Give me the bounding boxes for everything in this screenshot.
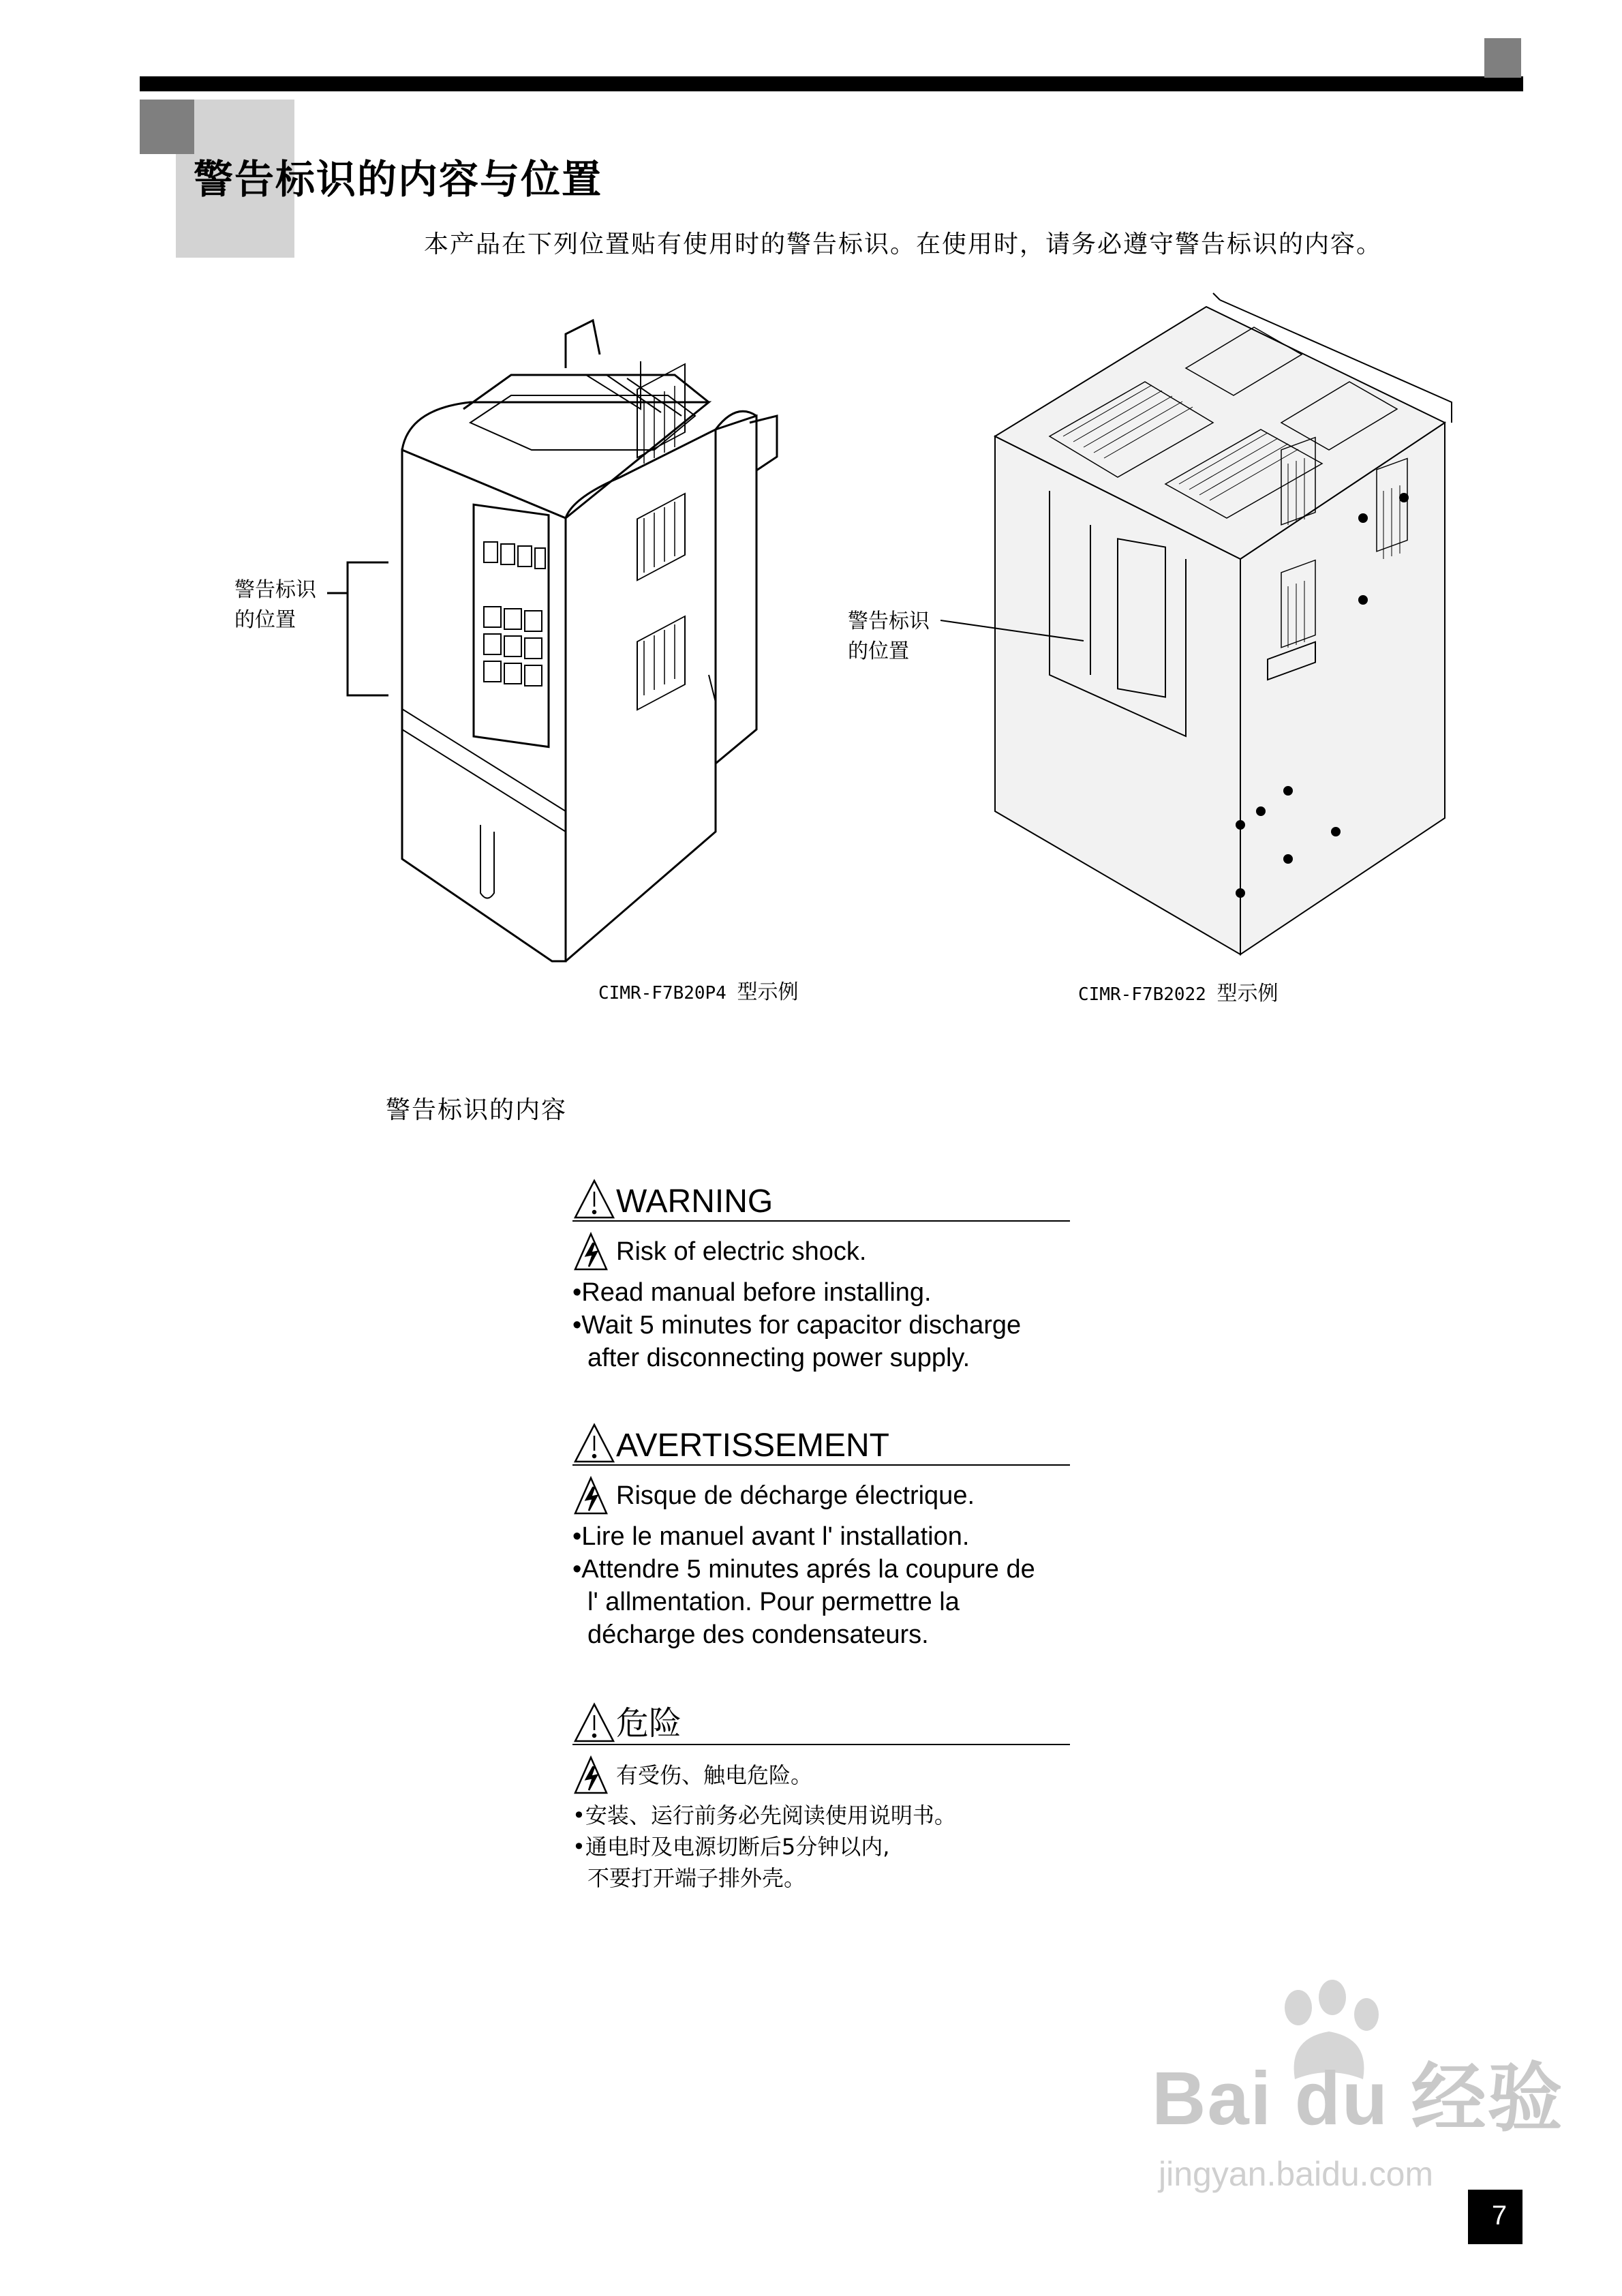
right-location-leader: [940, 614, 1090, 654]
warning-fr-risk: Risque de décharge électrique.: [616, 1481, 975, 1510]
right-location-label: [848, 607, 930, 667]
warning-en-risk: Risk of electric shock.: [616, 1237, 867, 1266]
inverter-small-illustration: [395, 293, 818, 975]
left-caption-suffix: 型示例: [737, 980, 799, 1004]
right-location-label-line2: 的位置: [848, 639, 909, 663]
right-caption-model: CIMR-F7B2022: [1078, 984, 1206, 1005]
electric-shock-icon: [572, 1475, 609, 1516]
left-figure-caption: [598, 975, 799, 1005]
right-location-label-line1: 警告标识: [848, 609, 930, 633]
left-location-label-line1: 警告标识: [234, 578, 316, 602]
intro-paragraph: 本产品在下列位置贴有使用时的警告标识。在使用时，请务必遵守警告标识的内容。: [424, 230, 1383, 258]
warning-label-chinese: [572, 1702, 1070, 1894]
warning-en-title: WARNING: [616, 1183, 774, 1220]
left-caption-model: CIMR-F7B20P4: [598, 983, 726, 1003]
left-location-bracket: [327, 559, 402, 702]
title-dark-block: [140, 100, 194, 154]
watermark-url: jingyan.baidu.com: [1159, 2155, 1434, 2193]
warning-triangle-icon: [572, 1178, 616, 1220]
left-location-label-line2: 的位置: [234, 608, 296, 632]
warning-fr-title: AVERTISSEMENT: [616, 1428, 889, 1464]
warning-cn-line3: 不要打开端子排外壳。: [587, 1865, 806, 1891]
right-caption-suffix: 型示例: [1216, 982, 1279, 1006]
page-number: 7: [1491, 2201, 1508, 2231]
warning-cn-line1: •安装、运行前务必先阅读使用说明书。: [572, 1802, 956, 1828]
warning-fr-line2: •Attendre 5 minutes aprés la coupure de: [572, 1555, 1035, 1584]
right-figure-caption: [1078, 976, 1279, 1006]
warning-en-line3: after disconnecting power supply.: [587, 1344, 970, 1372]
warning-cn-title: 危险: [616, 1706, 682, 1742]
left-location-label: [234, 575, 316, 635]
warning-en-line2: •Wait 5 minutes for capacitor discharge: [572, 1311, 1022, 1340]
warning-en-line1: •Read manual before installing.: [572, 1278, 932, 1307]
warning-label-english: [572, 1178, 1070, 1374]
warning-triangle-icon: [572, 1422, 616, 1464]
warning-fr-line1: •Lire le manuel avant l' installation.: [572, 1522, 970, 1551]
electric-shock-icon: [572, 1231, 609, 1272]
warning-fr-line3: l' allmentation. Pour permettre la: [587, 1588, 960, 1616]
warning-triangle-icon: [572, 1702, 616, 1744]
warning-label-french: [572, 1422, 1070, 1651]
warning-fr-line4: décharge des condensateurs.: [587, 1620, 929, 1649]
content-heading: 警告标识的内容: [386, 1096, 568, 1124]
section-title: 警告标识的内容与位置: [194, 156, 603, 202]
header-corner-block: [1484, 38, 1521, 78]
watermark-logo: Bai du 经验: [1152, 2057, 1564, 2141]
electric-shock-icon: [572, 1755, 609, 1796]
warning-cn-risk: 有受伤、触电危险。: [616, 1762, 813, 1788]
header-rule: [140, 76, 1523, 91]
warning-cn-line2: •通电时及电源切断后5分钟以内,: [572, 1834, 890, 1860]
